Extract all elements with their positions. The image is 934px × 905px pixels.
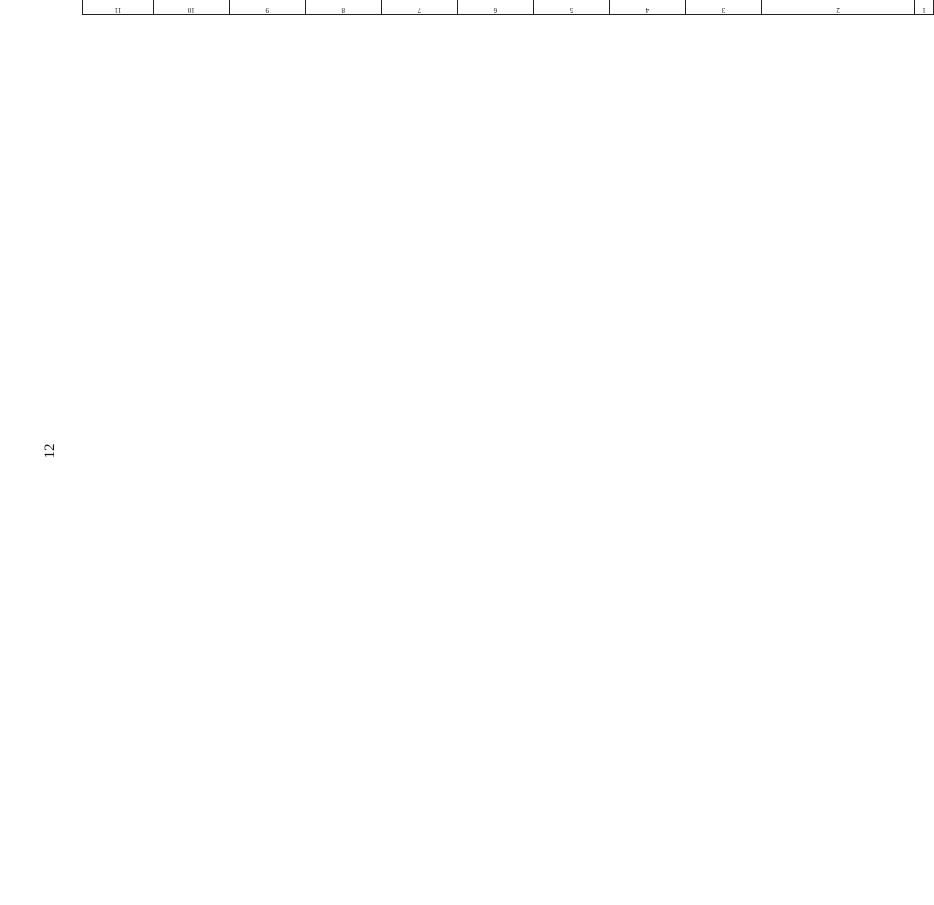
column-header: 10 bbox=[153, 0, 229, 15]
table-rotator bbox=[82, 0, 934, 15]
column-header: 2 bbox=[762, 0, 915, 15]
column-header: 3 bbox=[686, 0, 762, 15]
budget-table bbox=[82, 0, 934, 15]
column-header: 11 bbox=[83, 0, 154, 15]
column-header: 1 bbox=[915, 0, 934, 15]
column-header: 8 bbox=[305, 0, 381, 15]
column-header: 7 bbox=[381, 0, 457, 15]
column-header: 6 bbox=[457, 0, 533, 15]
column-header: 4 bbox=[609, 0, 685, 15]
table-rotation-frame bbox=[82, 0, 934, 15]
page-number: 12 bbox=[42, 443, 58, 459]
column-header: 9 bbox=[229, 0, 305, 15]
column-header: 5 bbox=[533, 0, 609, 15]
table-header-row bbox=[83, 0, 934, 15]
